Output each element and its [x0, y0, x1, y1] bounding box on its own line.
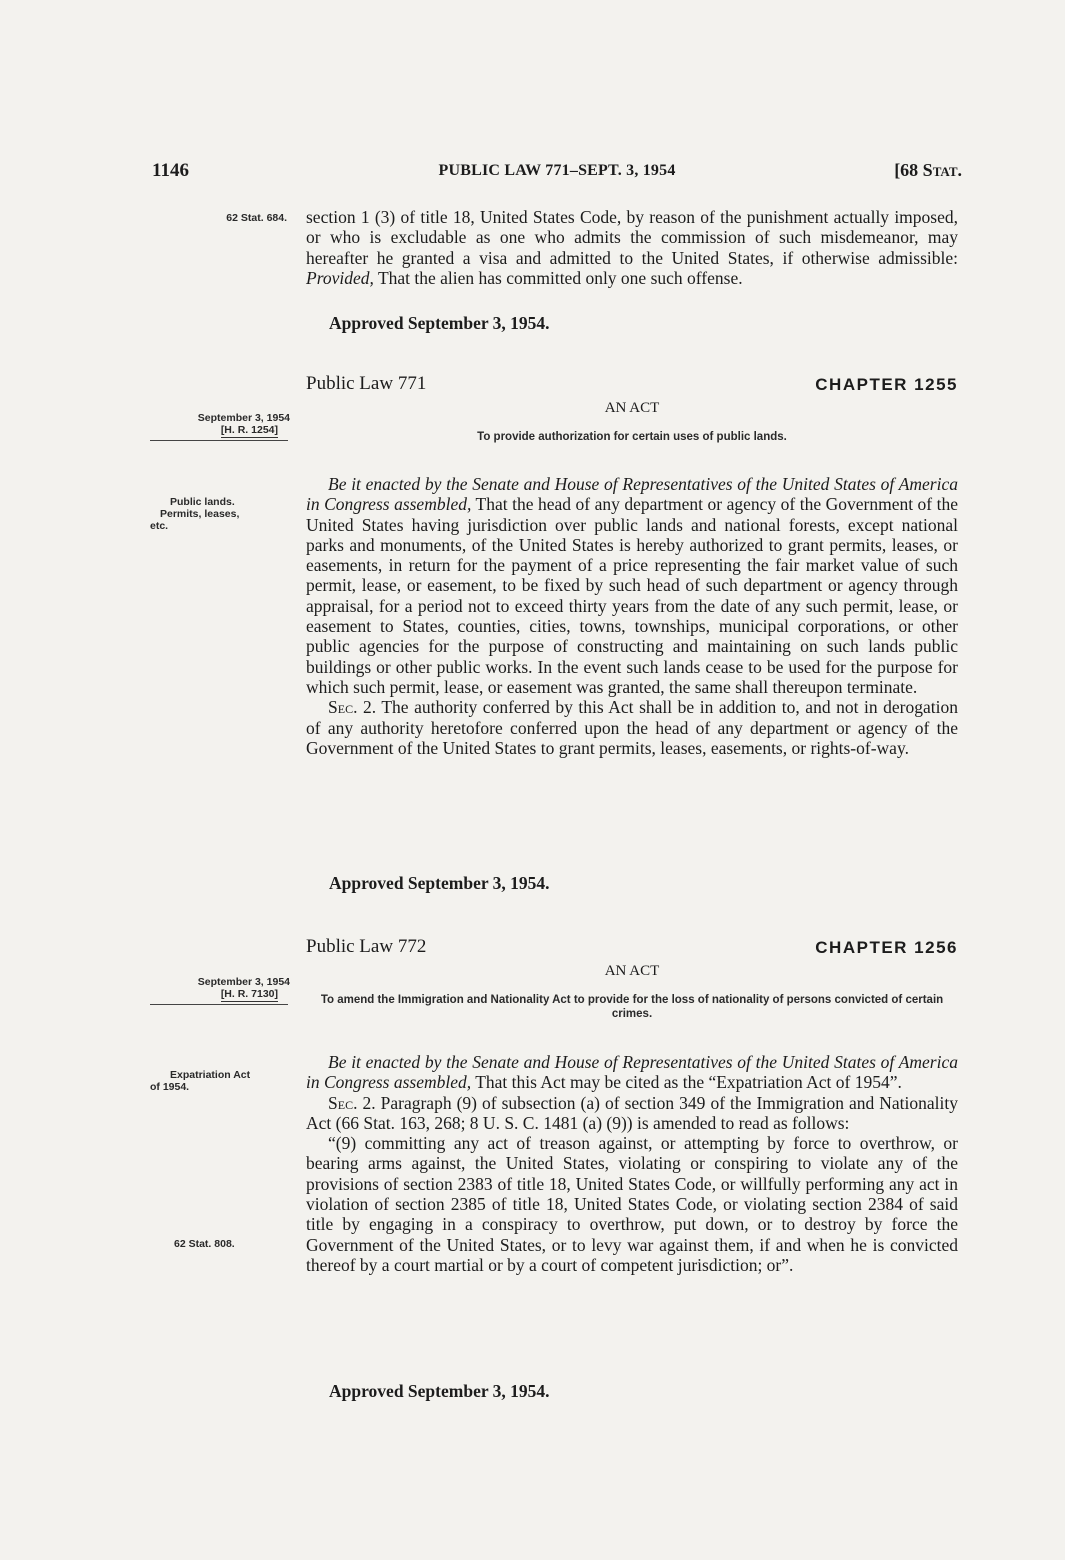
law771-margin-bill: [H. R. 1254]: [220, 424, 278, 436]
law771-heading: [306, 373, 958, 397]
law772-purpose: To amend the Immigration and Nationality Act to provide for the loss of nationality of persons convicted of certain crimes.: [320, 994, 944, 1020]
law772-an-act: AN ACT: [604, 963, 660, 979]
law772-section1: That this Act may be cited as the “Expatriation Act of 1954”.: [475, 1072, 902, 1093]
continuation-text-block: [306, 207, 958, 288]
law772-chapter: CHAPTER 1256: [815, 938, 958, 957]
continuation-approved: Approved September 3, 1954.: [329, 313, 550, 333]
law771-public-law: Public Law 771: [306, 373, 427, 394]
law771-margin-topic: [150, 496, 290, 532]
law771-body: [306, 474, 958, 758]
law772-enacting-clause: Be it enacted by the Senate and House of Representatives of the United States of America in Congress assembled,: [306, 1052, 958, 1093]
law771-topic-1: Public lands.: [170, 496, 235, 508]
law771-margin-rule: [150, 440, 288, 441]
law771-purpose: To provide authorization for certain uses of public lands.: [477, 431, 787, 443]
law771-section2: The authority conferred by this Act shall be in addition to, and not in derogation of any authority heretofore conferred upon the head of any department or agency of the Government of the United States to grant permits, leases, easements, or rights-of-way.: [306, 697, 958, 758]
law771-approved: Approved September 3, 1954.: [329, 873, 550, 893]
law772-margin-topic: [150, 1069, 290, 1093]
law771-topic-2: Permits, leases,: [160, 508, 240, 520]
law771-section1: That the head of any department or agency of the Government of the United States having jurisdiction over public lands and national forests, except national parks and monuments, of the United States is hereby authorized to grant permits, leases, or easements, in return for the payment of a price representing the fair market value of such permit, lease, or easement, to be fixed by such head of such department or agency through appraisal, for a period not to exceed thirty years from the date of any such permit, lease, or easement to States, counties, cities, towns, townships, municipal corporations, or other public agencies for the purpose of constructing and maintaining on such lands public buildings or other public works. In the event such lands cease to be used for the purpose for which such permit, lease, or easement was granted, the same shall thereupon terminate.: [306, 494, 959, 697]
law772-margin-date: September 3, 1954: [197, 976, 290, 988]
law772-quoted-paragraph: “(9) committing any act of treason against, or attempting by force to overthrow, or bearing arms against, the United States, violating or conspiring to violate any of the provisions of section 2383 of title 18, United States Code, or willfully performing any act in violation of section 2385 of title 18, United States Code, or violating section 2384 of said title by engaging in a conspiracy to overthrow, put down, or to destroy by force the Government of the United States, or to levy war against them, if and when he is convicted thereof by a court martial or by a court of competent jurisdiction; or”.: [306, 1133, 958, 1275]
law771-margin-date: September 3, 1954: [197, 412, 290, 424]
law772-topic-2: of 1954.: [150, 1081, 190, 1093]
running-title: PUBLIC LAW 771–SEPT. 3, 1954: [438, 162, 676, 179]
page-header: [152, 160, 962, 184]
law772-margin-bill: [H. R. 7130]: [220, 988, 278, 1000]
proviso-text: That the alien has committed only one such offense.: [377, 267, 743, 288]
law771-enacting-clause: Be it enacted by the Senate and House of Representatives of the United States of America in Congress assembled,: [306, 474, 958, 515]
law771-sec2-label: Sec. 2.: [328, 697, 377, 718]
law772-margin-date-block: [150, 976, 290, 1002]
law772-margin-ref: 62 Stat. 808.: [174, 1238, 235, 1250]
volume-reference: [68 Stat.: [894, 160, 962, 180]
law771-chapter: CHAPTER 1255: [815, 375, 958, 394]
law772-public-law: Public Law 772: [306, 936, 427, 957]
law772-heading: [306, 936, 958, 960]
law771-margin-date-block: [150, 412, 290, 438]
law772-body: [306, 1052, 958, 1275]
law772-margin-rule: [150, 1004, 288, 1005]
law771-an-act: AN ACT: [604, 400, 660, 416]
law772-sec2-label: Sec. 2.: [328, 1092, 376, 1113]
law772-topic-1: Expatriation Act: [170, 1069, 251, 1081]
margin-citation: 62 Stat. 684.: [226, 212, 287, 224]
continuation-text: section 1 (3) of title 18, United States Code, by reason of the punishment actually imposed, or who is excludable as one who admits the commission of such misdemeanor, may hereafter he granted a visa and admitted to the United States, if otherwise admissible:: [306, 207, 958, 268]
law771-topic-3: etc.: [150, 520, 169, 532]
proviso-italic: Provided,: [306, 267, 374, 288]
law772-approved: Approved September 3, 1954.: [329, 1381, 550, 1401]
page-number: 1146: [152, 160, 189, 181]
law772-section2: Paragraph (9) of subsection (a) of section 349 of the Immigration and Nationality Act (66 Stat. 163, 268; 8 U. S. C. 1481 (a) (9)) is amended to read as follows:: [306, 1092, 958, 1133]
